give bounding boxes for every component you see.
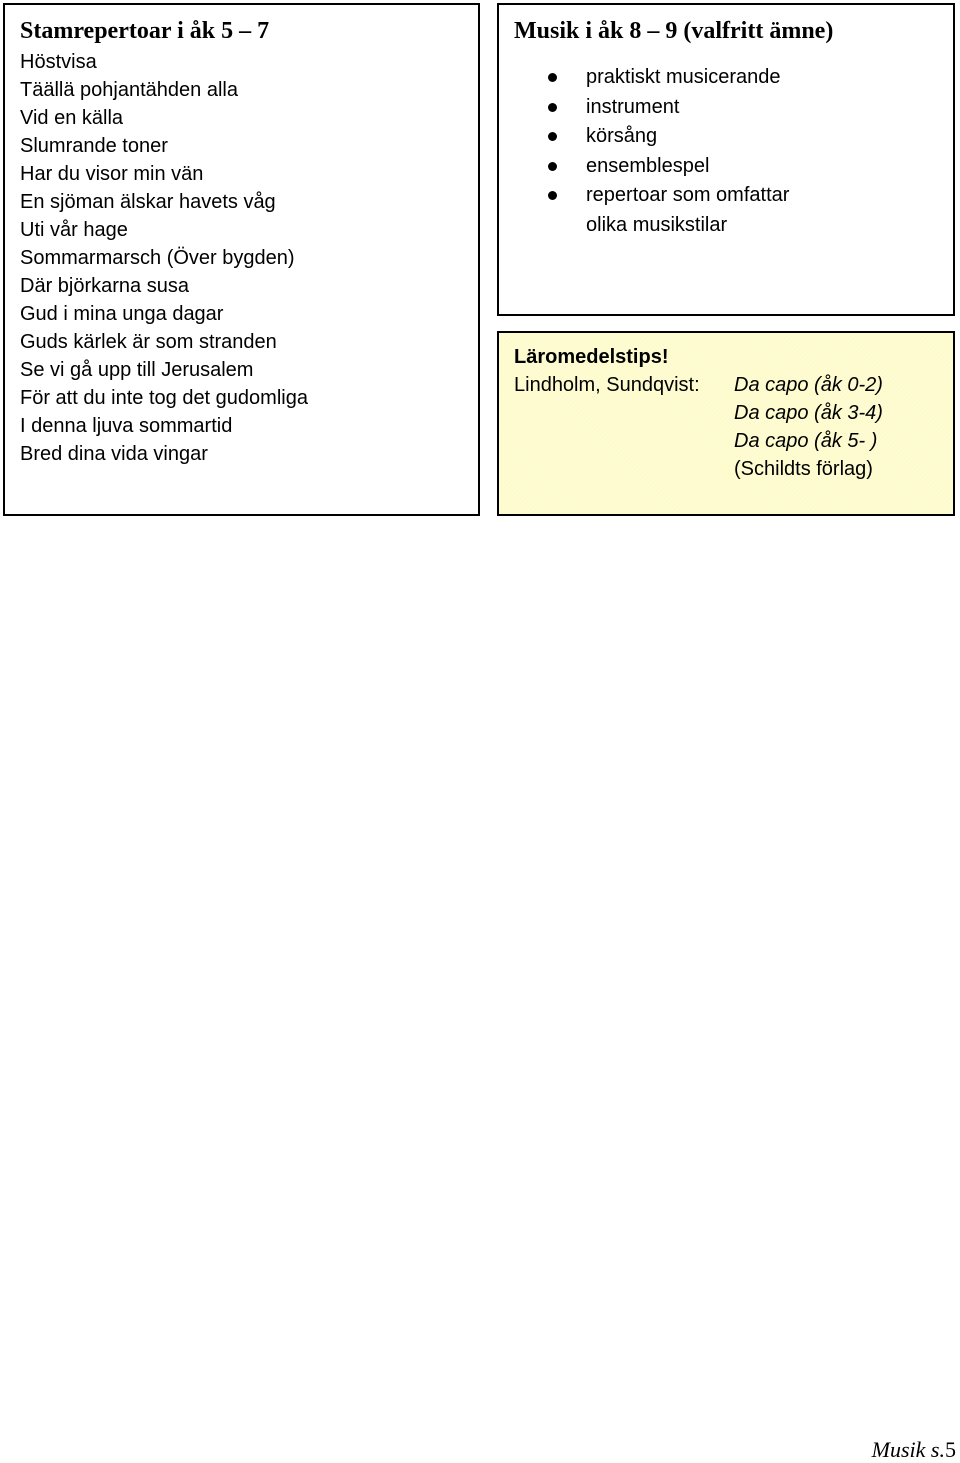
list-item — [514, 63, 939, 93]
list-item — [514, 152, 939, 182]
list-item — [514, 181, 939, 240]
tips-row — [514, 399, 941, 427]
bullet-icon — [548, 132, 557, 141]
page-footer — [872, 1437, 956, 1463]
tips-book-title: Da capo (åk 5- ) — [734, 430, 878, 452]
tips-book-title: Da capo (åk 0-2) — [734, 374, 883, 396]
song-list — [20, 48, 464, 468]
repertoire-title: Stamrepertoar i åk 5 – 7 — [20, 18, 270, 44]
song-item: Har du visor min vän — [20, 163, 204, 185]
song-item: Gud i mina unga dagar — [20, 303, 224, 325]
bullet-icon — [548, 73, 557, 82]
list-item — [514, 122, 939, 152]
footer-label: Musik s. — [871, 1437, 945, 1462]
song-item: I denna ljuva sommartid — [20, 415, 233, 437]
song-item: En sjöman älskar havets våg — [20, 191, 276, 213]
elective-music-title: Musik i åk 8 – 9 (valfritt ämne) — [514, 18, 834, 44]
song-item: Vid en källa — [20, 107, 124, 129]
list-item-text: ensemblespel — [586, 154, 710, 177]
list-item-text: praktiskt musicerande — [586, 66, 781, 88]
repertoire-box — [3, 3, 480, 516]
bullet-icon — [548, 191, 557, 200]
list-item-text: instrument — [586, 95, 680, 118]
song-item: Se vi gå upp till Jerusalem — [20, 359, 254, 381]
song-item: Där björkarna susa — [20, 275, 189, 297]
song-item: Höstvisa — [20, 51, 97, 73]
tips-author: Lindholm, Sundqvist: — [514, 374, 700, 396]
tips-title: Läromedelstips! — [514, 346, 669, 368]
song-item: Uti vår hage — [20, 219, 128, 241]
tips-row — [514, 455, 941, 483]
tips-book-title: Da capo (åk 3-4) — [734, 402, 883, 424]
bullet-icon — [548, 162, 557, 171]
tips-row — [514, 371, 941, 399]
elective-music-box — [497, 3, 955, 316]
list-item-text: körsång — [586, 125, 658, 147]
bullet-icon — [548, 103, 557, 112]
song-item: Bred dina vida vingar — [20, 443, 208, 465]
tips-row — [514, 427, 941, 455]
elective-music-list — [514, 63, 939, 240]
song-item: Sommarmarsch (Över bygden) — [20, 247, 295, 269]
page-number: 5 — [945, 1437, 956, 1462]
song-item: Slumrande toner — [20, 135, 168, 157]
list-item — [514, 93, 939, 123]
song-item: För att du inte tog det gudomliga — [20, 387, 308, 409]
song-item: Guds kärlek är som stranden — [20, 331, 277, 353]
song-item: Täällä pohjantähden alla — [20, 79, 238, 101]
list-item-text: repertoar som omfattar olika musikstilar — [586, 184, 790, 236]
teaching-material-tips-box — [497, 331, 955, 516]
tips-publisher: (Schildts förlag) — [734, 458, 873, 480]
